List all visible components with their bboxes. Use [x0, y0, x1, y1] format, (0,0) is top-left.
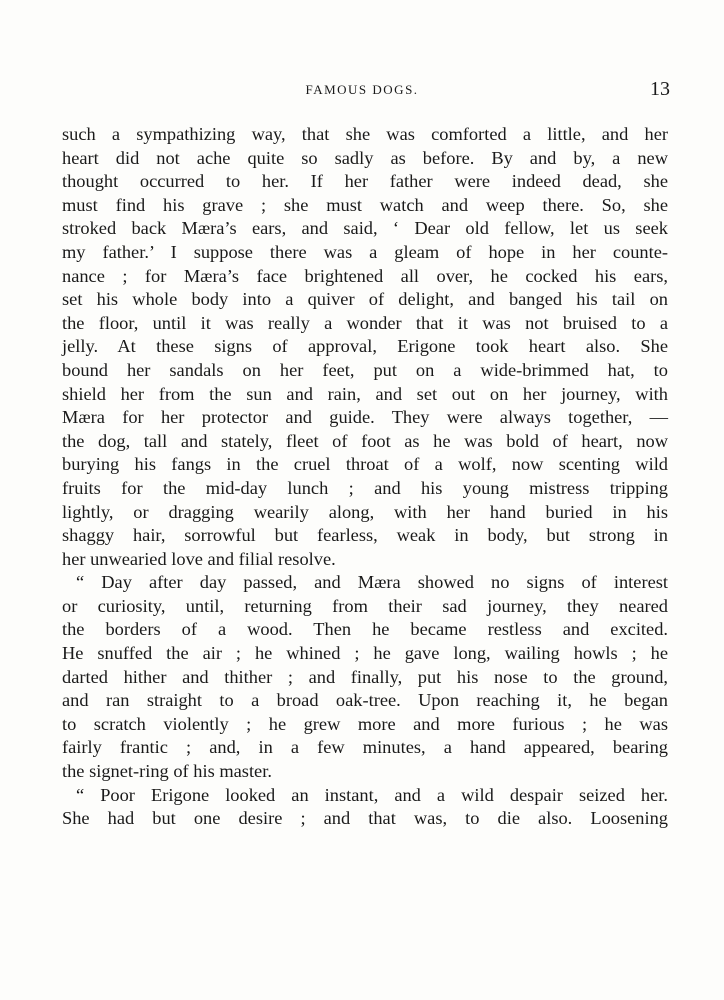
text-line: my father.’ I suppose there was a gleam of hope in her counte- — [62, 241, 668, 262]
text-line: “ Poor Erigone looked an instant, and a wild despair seized her. — [76, 784, 668, 805]
text-line: nance ; for Mæra’s face brightened all over, he cocked his ears, — [62, 265, 668, 286]
text-line: the signet-ring of his master. — [62, 761, 272, 782]
text-line: shaggy hair, sorrowful but fearless, weak in body, but strong in — [62, 525, 668, 546]
text-line: bound her sandals on her feet, put on a wide-brimmed hat, to — [62, 359, 668, 380]
text-line: or curiosity, until, returning from their sad journey, they neared — [62, 595, 668, 616]
text-line: set his whole body into a quiver of delight, and banged his tail on — [62, 289, 668, 310]
text-line: She had but one desire ; and that was, to die also. Loosening — [62, 808, 668, 829]
running-title: FAMOUS DOGS. — [305, 82, 419, 97]
text-line: Mæra for her protector and guide. They were always together, — — [62, 407, 668, 428]
text-line: to scratch violently ; he grew more and more furious ; he was — [62, 713, 668, 734]
text-line: stroked back Mæra’s ears, and said, ‘ Dear old fellow, let us seek — [62, 218, 668, 239]
page-number: 13 — [650, 78, 670, 100]
text-line: darted hither and thither ; and finally, put his nose to the ground, — [62, 666, 668, 687]
text-line: and ran straight to a broad oak-tree. Upon reaching it, he began — [62, 690, 668, 711]
text-line: lightly, or dragging wearily along, with her hand buried in his — [62, 501, 668, 522]
text-line: jelly. At these signs of approval, Erigone took heart also. She — [62, 336, 668, 357]
text-line: burying his fangs in the cruel throat of a wolf, now scenting wild — [62, 454, 668, 475]
text-line: must find his grave ; she must watch and weep there. So, she — [62, 194, 668, 215]
text-line: fairly frantic ; and, in a few minutes, a hand appeared, bearing — [62, 737, 668, 758]
text-line: the borders of a wood. Then he became restless and excited. — [62, 619, 668, 640]
text-line: fruits for the mid-day lunch ; and his young mistress tripping — [62, 477, 668, 498]
text-line: the floor, until it was really a wonder that it was not bruised to a — [62, 312, 668, 333]
text-line: “ Day after day passed, and Mæra showed no signs of interest — [76, 572, 668, 593]
text-line: thought occurred to her. If her father were indeed dead, she — [62, 171, 668, 192]
text-line: shield her from the sun and rain, and set out on her journey, with — [62, 383, 668, 404]
text-line: He snuffed the air ; he whined ; he gave long, wailing howls ; he — [62, 643, 668, 664]
body-text — [62, 123, 668, 831]
text-line: heart did not ache quite so sadly as before. By and by, a new — [62, 147, 668, 168]
running-head — [0, 78, 724, 102]
text-line: the dog, tall and stately, fleet of foot as he was bold of heart, now — [62, 430, 668, 451]
text-line: such a sympathizing way, that she was comforted a little, and her — [62, 124, 668, 144]
text-line: her unwearied love and filial resolve. — [62, 548, 336, 569]
